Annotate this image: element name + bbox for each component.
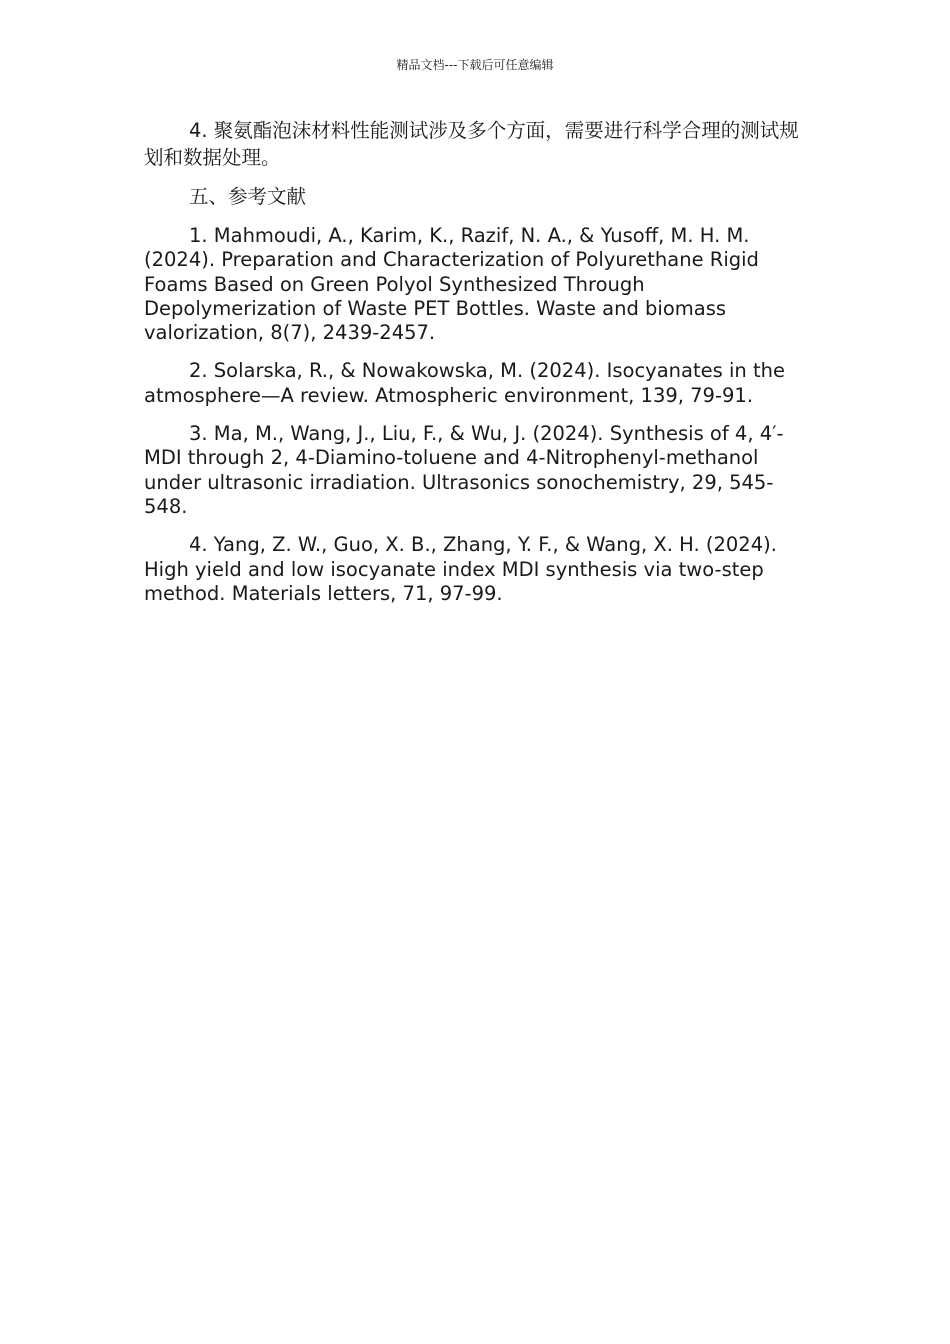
reference-item-2: 2. Solarska, R., & Nowakowska, M. (2024). Isocyanates in the atmosphere—A review. Atmospheric environment, 139, 79-91.: [144, 359, 785, 407]
reference-item-1: 1. Mahmoudi, A., Karim, K., Razif, N. A., & Yusoff, M. H. M. (2024). Preparation and Characterization of Polyurethane Rigid Foams Based on Green Polyol Synthesized Through Depolymerization of Waste PET Bottles. Waste and biomass valorization, 8(7), 2439-2457.: [144, 224, 759, 345]
reference-item-3: 3. Ma, M., Wang, J., Liu, F., & Wu, J. (2024). Synthesis of 4, 4′-MDI through 2, 4-Diamino-toluene and 4-Nitrophenyl-methanol under ultrasonic irradiation. Ultrasonics sonochemistry, 29, 545-548.: [144, 422, 784, 518]
document-body: [144, 117, 808, 620]
conclusion-point-4: 4. 聚氨酯泡沫材料性能测试涉及多个方面，需要进行科学合理的测试规划和数据处理。: [144, 119, 799, 169]
references-heading: 五、参考文献: [189, 185, 307, 208]
page-header: 精品文档---下载后可任意编辑: [396, 58, 554, 72]
reference-item-4: 4. Yang, Z. W., Guo, X. B., Zhang, Y. F., & Wang, X. H. (2024). High yield and low isocyanate index MDI synthesis via two-step method. Materials letters, 71, 97-99.: [144, 533, 777, 605]
